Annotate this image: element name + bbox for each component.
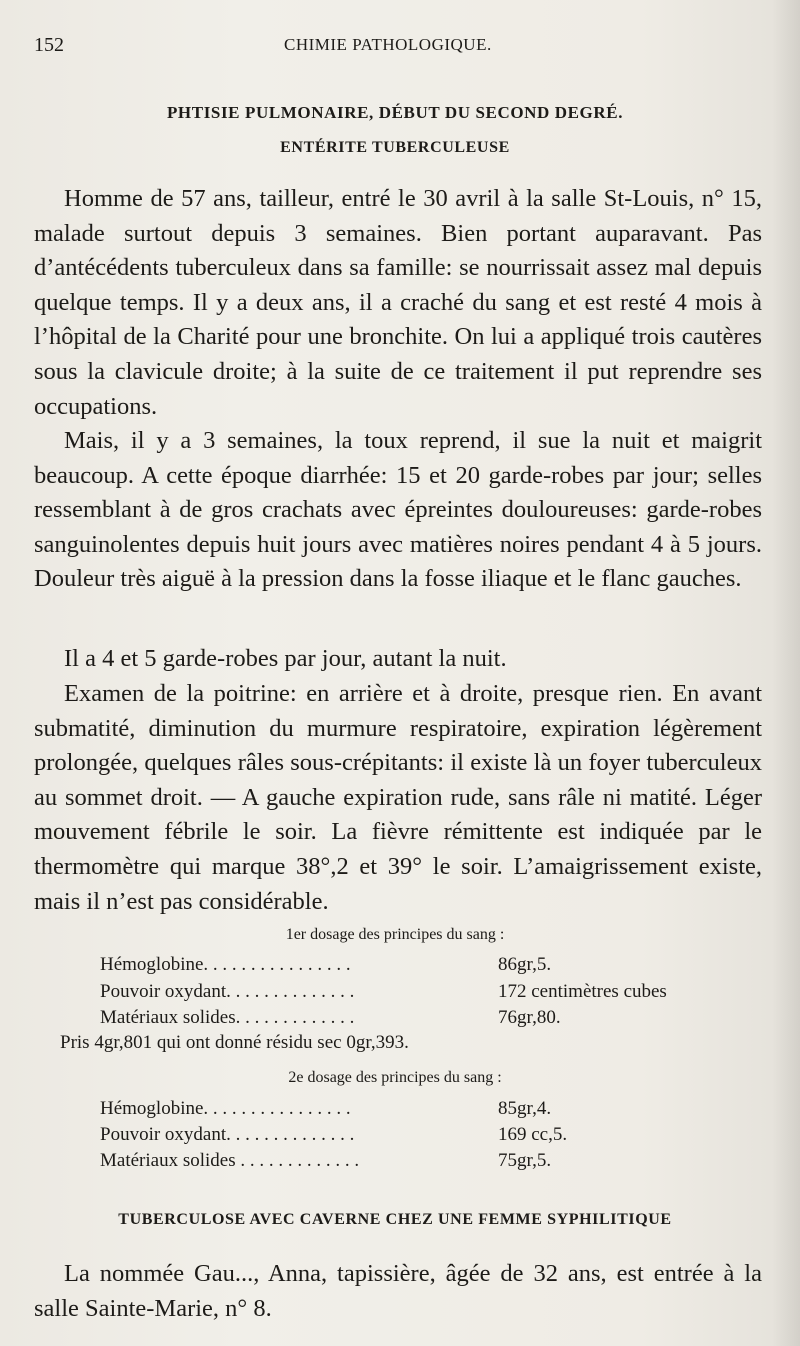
page-number: 152 (34, 34, 64, 56)
paragraph-text: Examen de la poitrine: en arrière et à droite, presque rien. En avant submatité, diminution du murmure respiratoire, expiration légèrement prolongée, quelques râles sous-crépitants: il existe là un foyer tuberculeux au sommet droit. — A gauche expiration rude, sans râle ni matité. Léger mouvement fébrile le soir. La fièvre rémittente est indiquée par le thermomètre qui marque 38°,2 et 39° le soir. L’amaigrissement existe, mais il n’est pas considérable. (34, 680, 762, 915)
row-value: 76gr,80. (498, 1007, 561, 1028)
case-2-title: TUBERCULOSE AVEC CAVERNE CHEZ UNE FEMME SYPHILITIQUE (118, 1211, 672, 1228)
row-label: Pouvoir oxydant. . . . . . . . . . . . . . (100, 1124, 355, 1145)
row-value: 75gr,5. (498, 1150, 552, 1171)
row-label: Hémoglobine. . . . . . . . . . . . . . . . (100, 1098, 351, 1119)
dosage-2-row (100, 1150, 760, 1176)
row-label: Hémoglobine. . . . . . . . . . . . . . . . (100, 954, 351, 975)
row-label: Matériaux solides . . . . . . . . . . . . . (100, 1150, 360, 1171)
paragraph-text: Homme de 57 ans, tailleur, entré le 30 avril à la salle St-Louis, n° 15, malade surtout depuis 3 semaines. Bien portant auparavant. Pas d’antécédents tuberculeux dans sa famille: se nourrissait assez mal depuis quelque temps. Il y a deux ans, il a craché du sang et est resté 4 mois à l’hôpital de la Charité pour une bronchite. On lui a appliqué trois cautères sous la clavicule droite; à la suite de ce traitement il put reprendre ses occupations. (34, 185, 762, 420)
dosage-1-heading: 1er dosage des principes du sang : (285, 926, 505, 943)
paragraph-text: Il a 4 et 5 garde-robes par jour, autant la nuit. (64, 645, 507, 672)
dosage-1-row (100, 954, 760, 980)
residue-note: Pris 4gr,801 qui ont donné résidu sec 0gr,393. (60, 1032, 409, 1053)
page-edge-shadow (772, 0, 800, 1346)
paragraph-stools (34, 642, 762, 677)
paragraph-case-2 (34, 1257, 762, 1326)
paragraph-text: La nommée Gau..., Anna, tapissière, âgée de 32 ans, est entrée à la salle Sainte-Marie, n° 8. (34, 1260, 762, 1322)
row-value: 86gr,5. (498, 954, 552, 975)
running-header (34, 34, 764, 60)
paragraph-text: Mais, il y a 3 semaines, la toux reprend, il sue la nuit et maigrit beaucoup. A cette époque diarrhée: 15 et 20 garde-robes par jour; selles ressemblant à de gros crachats avec épreintes douloureuses: garde-robes sanguinolentes depuis huit jours avec matières noires pendant 4 à 5 jours. Douleur très aiguë à la pression dans la fosse iliaque et le flanc gauches. (34, 427, 762, 593)
dosage-2-heading: 2e dosage des principes du sang : (288, 1069, 502, 1086)
dosage-2-row (100, 1098, 760, 1124)
row-label: Pouvoir oxydant. . . . . . . . . . . . . . (100, 981, 355, 1002)
row-value: 172 centimètres cubes (498, 981, 667, 1002)
dosage-1-row (100, 1007, 760, 1033)
row-value: 169 cc,5. (498, 1124, 568, 1145)
case-subtitle: ENTÉRITE TUBERCULEUSE (280, 139, 510, 156)
row-value: 85gr,4. (498, 1098, 552, 1119)
row-label: Matériaux solides. . . . . . . . . . . . . (100, 1007, 355, 1028)
dosage-1-row (100, 981, 760, 1007)
paragraph-history (34, 182, 762, 424)
dosage-2-row (100, 1124, 760, 1150)
paragraph-symptoms (34, 424, 762, 597)
paragraph-examination (34, 677, 762, 919)
case-title: PHTISIE PULMONAIRE, DÉBUT DU SECOND DEGRÉ. (166, 103, 624, 122)
running-title: CHIMIE PATHOLOGIQUE. (284, 35, 492, 54)
